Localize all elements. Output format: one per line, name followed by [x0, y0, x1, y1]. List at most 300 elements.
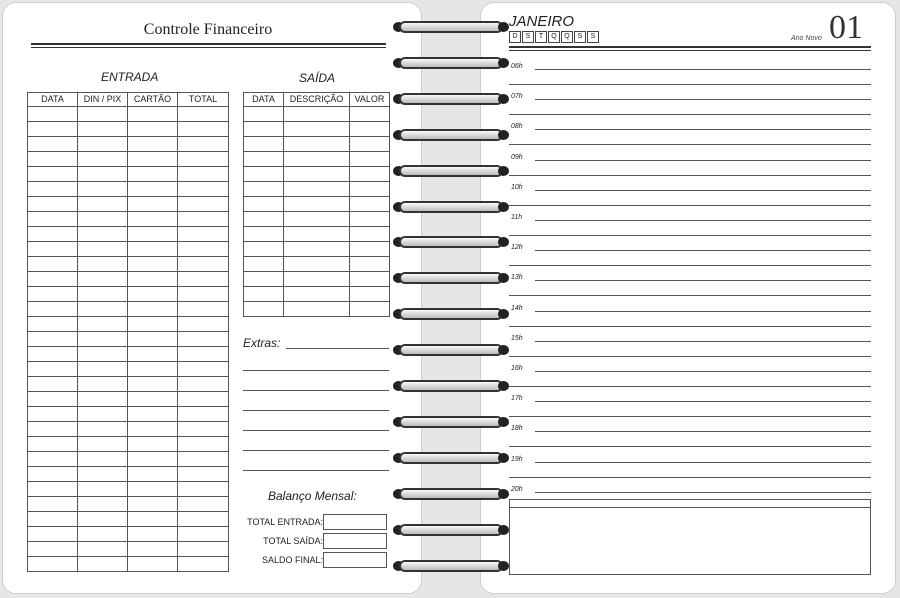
saida-cell[interactable]	[284, 197, 350, 212]
entrada-cell[interactable]	[128, 362, 178, 377]
coil-wire	[399, 165, 503, 177]
hour-line[interactable]	[535, 280, 871, 281]
coil-wire	[399, 308, 503, 320]
total-saida-label: TOTAL SAÍDA:	[263, 536, 323, 546]
entrada-cell[interactable]	[178, 482, 229, 497]
total-entrada-box[interactable]	[323, 514, 387, 530]
extras-line[interactable]	[243, 470, 389, 471]
coil-wire	[399, 201, 503, 213]
entrada-cell[interactable]	[78, 287, 128, 302]
half-hour-line[interactable]	[509, 416, 871, 417]
extras-line[interactable]	[243, 370, 389, 371]
weekday-box[interactable]: D	[509, 31, 521, 43]
spiral-coil	[393, 234, 509, 250]
entrada-cell[interactable]	[178, 257, 229, 272]
entrada-cell[interactable]	[128, 527, 178, 542]
entrada-cell[interactable]	[128, 107, 178, 122]
saida-cell[interactable]	[350, 272, 390, 287]
saida-cell[interactable]	[350, 287, 390, 302]
saida-cell[interactable]	[244, 302, 284, 317]
entrada-cell[interactable]	[28, 107, 78, 122]
entrada-row	[28, 302, 229, 317]
spiral-coil	[393, 414, 509, 430]
coil-wire	[399, 344, 503, 356]
coil-wire	[399, 452, 503, 464]
entrada-cell[interactable]	[78, 167, 128, 182]
entrada-cell[interactable]	[178, 197, 229, 212]
saida-cell[interactable]	[284, 182, 350, 197]
entrada-cell[interactable]	[178, 122, 229, 137]
binding-hole	[498, 345, 509, 355]
entrada-cell[interactable]	[78, 452, 128, 467]
entrada-row	[28, 152, 229, 167]
saida-cell[interactable]	[244, 137, 284, 152]
saida-cell[interactable]	[244, 182, 284, 197]
entrada-cell[interactable]	[28, 332, 78, 347]
entrada-cell[interactable]	[178, 557, 229, 572]
entrada-cell[interactable]	[178, 437, 229, 452]
entrada-cell[interactable]	[178, 137, 229, 152]
hour-line[interactable]	[535, 311, 871, 312]
entrada-cell[interactable]	[128, 542, 178, 557]
entrada-cell[interactable]	[78, 512, 128, 527]
entrada-cell[interactable]	[178, 167, 229, 182]
entrada-cell[interactable]	[28, 527, 78, 542]
saida-cell[interactable]	[350, 182, 390, 197]
saida-cell[interactable]	[350, 227, 390, 242]
entrada-row	[28, 107, 229, 122]
extras-line[interactable]	[243, 410, 389, 411]
half-hour-line[interactable]	[509, 144, 871, 145]
entrada-cell[interactable]	[78, 332, 128, 347]
hour-label: 08h	[511, 123, 523, 131]
entrada-cell[interactable]	[178, 452, 229, 467]
entrada-cell[interactable]	[78, 362, 128, 377]
spiral-coil	[393, 199, 509, 215]
entrada-cell[interactable]	[78, 347, 128, 362]
extras-line[interactable]	[243, 390, 389, 391]
entrada-row	[28, 257, 229, 272]
entrada-cell[interactable]	[28, 437, 78, 452]
hour-line[interactable]	[535, 160, 871, 161]
title-rule	[31, 43, 386, 45]
entrada-cell[interactable]	[78, 437, 128, 452]
entrada-cell[interactable]	[78, 197, 128, 212]
entrada-cell[interactable]	[128, 212, 178, 227]
spiral-coil	[393, 450, 509, 466]
binding-hole	[498, 417, 509, 427]
binding-hole	[498, 94, 509, 104]
entrada-cell[interactable]	[28, 347, 78, 362]
entrada-cell[interactable]	[128, 467, 178, 482]
half-hour-line[interactable]	[509, 446, 871, 447]
entrada-cell[interactable]	[78, 317, 128, 332]
entrada-row	[28, 437, 229, 452]
extras-line[interactable]	[243, 450, 389, 451]
weekday-box[interactable]: Q	[561, 31, 573, 43]
entrada-cell[interactable]	[28, 227, 78, 242]
entrada-cell[interactable]	[128, 512, 178, 527]
entrada-cell[interactable]	[78, 182, 128, 197]
hour-line[interactable]	[535, 371, 871, 372]
entrada-cell[interactable]	[128, 347, 178, 362]
entrada-cell[interactable]	[78, 527, 128, 542]
entrada-cell[interactable]	[178, 107, 229, 122]
entrada-cell[interactable]	[78, 557, 128, 572]
entrada-cell[interactable]	[28, 182, 78, 197]
entrada-row	[28, 392, 229, 407]
saida-row	[244, 167, 390, 182]
hour-line[interactable]	[535, 190, 871, 191]
entrada-cell[interactable]	[28, 302, 78, 317]
saida-cell[interactable]	[284, 137, 350, 152]
header-rule	[509, 46, 871, 48]
entrada-cell[interactable]	[28, 317, 78, 332]
entrada-cell[interactable]	[78, 542, 128, 557]
saida-row	[244, 287, 390, 302]
saida-cell[interactable]	[350, 197, 390, 212]
saida-cell[interactable]	[284, 212, 350, 227]
spiral-coil	[393, 558, 509, 574]
entrada-cell[interactable]	[128, 392, 178, 407]
entrada-cell[interactable]	[28, 167, 78, 182]
entrada-cell[interactable]	[28, 287, 78, 302]
saida-cell[interactable]	[350, 122, 390, 137]
saida-cell[interactable]	[284, 242, 350, 257]
saida-cell[interactable]	[244, 122, 284, 137]
entrada-row	[28, 197, 229, 212]
extras-line[interactable]	[243, 430, 389, 431]
saldo-final-box[interactable]	[323, 552, 387, 568]
weekday-box[interactable]: Q	[548, 31, 560, 43]
hour-label: 18h	[511, 425, 523, 433]
entrada-cell[interactable]	[128, 422, 178, 437]
weekday-box[interactable]: S	[587, 31, 599, 43]
entrada-cell[interactable]	[78, 422, 128, 437]
binding-hole	[498, 381, 509, 391]
saida-row	[244, 107, 390, 122]
entrada-cell[interactable]	[28, 467, 78, 482]
entrada-row	[28, 407, 229, 422]
entrada-cell[interactable]	[178, 317, 229, 332]
saida-cell[interactable]	[244, 257, 284, 272]
hour-line[interactable]	[535, 220, 871, 221]
hour-line[interactable]	[535, 99, 871, 100]
entrada-cell[interactable]	[28, 362, 78, 377]
entrada-cell[interactable]	[128, 137, 178, 152]
entrada-row	[28, 317, 229, 332]
entrada-cell[interactable]	[78, 152, 128, 167]
entrada-cell[interactable]	[128, 227, 178, 242]
saida-cell[interactable]	[284, 122, 350, 137]
entrada-cell[interactable]	[28, 512, 78, 527]
notes-box[interactable]	[509, 499, 871, 575]
balanco-title: Balanço Mensal:	[268, 489, 357, 503]
entrada-cell[interactable]	[128, 182, 178, 197]
saida-cell[interactable]	[244, 167, 284, 182]
entrada-cell[interactable]	[128, 497, 178, 512]
saida-cell[interactable]	[244, 272, 284, 287]
entrada-cell[interactable]	[128, 557, 178, 572]
spiral-coil	[393, 306, 509, 322]
entrada-cell[interactable]	[28, 272, 78, 287]
entrada-cell[interactable]	[78, 377, 128, 392]
entrada-cell[interactable]	[78, 227, 128, 242]
entrada-cell[interactable]	[78, 497, 128, 512]
entrada-cell[interactable]	[78, 257, 128, 272]
saida-cell[interactable]	[284, 272, 350, 287]
spiral-coil	[393, 342, 509, 358]
entrada-cell[interactable]	[28, 137, 78, 152]
saida-cell[interactable]	[284, 257, 350, 272]
entrada-cell[interactable]	[78, 302, 128, 317]
spiral-coil	[393, 91, 509, 107]
saida-row	[244, 302, 390, 317]
saida-cell[interactable]	[350, 152, 390, 167]
entrada-cell[interactable]	[78, 482, 128, 497]
saida-row	[244, 257, 390, 272]
entrada-cell[interactable]	[128, 197, 178, 212]
saida-cell[interactable]	[350, 242, 390, 257]
entrada-cell[interactable]	[178, 422, 229, 437]
month-title: JANEIRO	[509, 13, 575, 30]
binding-hole	[498, 489, 509, 499]
weekday-box[interactable]: T	[535, 31, 547, 43]
entrada-cell[interactable]	[128, 317, 178, 332]
saida-cell[interactable]	[350, 302, 390, 317]
entrada-cell[interactable]	[178, 212, 229, 227]
saida-row	[244, 242, 390, 257]
spiral-coil	[393, 486, 509, 502]
entrada-cell[interactable]	[178, 377, 229, 392]
saida-cell[interactable]	[284, 227, 350, 242]
entrada-cell[interactable]	[178, 227, 229, 242]
entrada-cell[interactable]	[128, 377, 178, 392]
half-hour-line[interactable]	[509, 175, 871, 176]
hour-label: 12h	[511, 244, 523, 252]
entrada-cell[interactable]	[28, 242, 78, 257]
hour-line[interactable]	[535, 401, 871, 402]
entrada-cell[interactable]	[128, 272, 178, 287]
saida-row	[244, 227, 390, 242]
entrada-cell[interactable]	[28, 482, 78, 497]
entrada-cell[interactable]	[78, 212, 128, 227]
total-entrada-label: TOTAL ENTRADA:	[247, 517, 323, 527]
binding-hole	[498, 202, 509, 212]
entrada-cell[interactable]	[28, 452, 78, 467]
saida-cell[interactable]	[350, 107, 390, 122]
spiral-coil	[393, 270, 509, 286]
binding-hole	[498, 525, 509, 535]
entrada-cell[interactable]	[28, 257, 78, 272]
entrada-cell[interactable]	[178, 362, 229, 377]
entrada-cell[interactable]	[78, 407, 128, 422]
binding-hole	[498, 130, 509, 140]
weekday-box[interactable]: S	[522, 31, 534, 43]
saida-cell[interactable]	[350, 137, 390, 152]
saida-cell[interactable]	[244, 152, 284, 167]
saida-cell[interactable]	[350, 212, 390, 227]
half-hour-line[interactable]	[509, 235, 871, 236]
extras-line	[286, 348, 389, 349]
entrada-row	[28, 512, 229, 527]
half-hour-line[interactable]	[509, 477, 871, 478]
entrada-cell[interactable]	[28, 152, 78, 167]
entrada-row	[28, 212, 229, 227]
entrada-cell[interactable]	[178, 182, 229, 197]
coil-wire	[399, 129, 503, 141]
saida-cell[interactable]	[350, 257, 390, 272]
entrada-cell[interactable]	[178, 347, 229, 362]
entrada-cell[interactable]	[178, 272, 229, 287]
entrada-cell[interactable]	[28, 542, 78, 557]
entrada-row	[28, 167, 229, 182]
hour-line[interactable]	[535, 492, 871, 493]
day-number: 01	[829, 9, 863, 46]
saida-cell[interactable]	[244, 107, 284, 122]
half-hour-line[interactable]	[509, 356, 871, 357]
entrada-cell[interactable]	[128, 332, 178, 347]
entrada-cell[interactable]	[128, 302, 178, 317]
entrada-cell[interactable]	[28, 392, 78, 407]
half-hour-line[interactable]	[509, 326, 871, 327]
hour-line[interactable]	[535, 250, 871, 251]
header-rule-thin	[509, 50, 871, 51]
spiral-coil	[393, 522, 509, 538]
entrada-cell[interactable]	[178, 512, 229, 527]
entrada-row	[28, 242, 229, 257]
saida-cell[interactable]	[284, 287, 350, 302]
hour-label: 09h	[511, 153, 523, 161]
hour-label: 14h	[511, 304, 523, 312]
entrada-cell[interactable]	[128, 257, 178, 272]
hour-line[interactable]	[535, 129, 871, 130]
hour-line[interactable]	[535, 341, 871, 342]
entrada-row	[28, 527, 229, 542]
saida-cell[interactable]	[284, 107, 350, 122]
saida-col-descricao: DESCRIÇÃO	[284, 93, 350, 107]
entrada-cell[interactable]	[28, 122, 78, 137]
binding-hole	[498, 561, 509, 571]
coil-wire	[399, 524, 503, 536]
total-saida-box[interactable]	[323, 533, 387, 549]
entrada-cell[interactable]	[28, 377, 78, 392]
saida-cell[interactable]	[284, 167, 350, 182]
extras-label: Extras:	[243, 336, 281, 350]
entrada-row	[28, 422, 229, 437]
entrada-title: ENTRADA	[101, 70, 159, 84]
entrada-cell[interactable]	[78, 392, 128, 407]
entrada-cell[interactable]	[178, 542, 229, 557]
entrada-cell[interactable]	[28, 407, 78, 422]
title-rule-thin	[31, 47, 386, 48]
saida-cell[interactable]	[284, 302, 350, 317]
coil-wire	[399, 272, 503, 284]
entrada-cell[interactable]	[78, 467, 128, 482]
entrada-cell[interactable]	[128, 407, 178, 422]
entrada-cell[interactable]	[28, 422, 78, 437]
half-hour-line[interactable]	[509, 205, 871, 206]
half-hour-line[interactable]	[509, 386, 871, 387]
hour-line[interactable]	[535, 69, 871, 70]
binding-hole	[498, 237, 509, 247]
entrada-cell[interactable]	[178, 467, 229, 482]
entrada-cell[interactable]	[28, 197, 78, 212]
left-page	[2, 2, 422, 594]
entrada-cell[interactable]	[78, 242, 128, 257]
entrada-cell[interactable]	[28, 557, 78, 572]
coil-wire	[399, 93, 503, 105]
entrada-cell[interactable]	[178, 332, 229, 347]
saida-cell[interactable]	[350, 167, 390, 182]
binding-hole	[498, 273, 509, 283]
page-title: Controle Financeiro	[143, 21, 273, 38]
entrada-cell[interactable]	[28, 212, 78, 227]
saida-cell[interactable]	[244, 242, 284, 257]
saida-cell[interactable]	[244, 287, 284, 302]
entrada-row	[28, 467, 229, 482]
entrada-col-data: DATA	[28, 93, 78, 107]
saida-cell[interactable]	[244, 212, 284, 227]
entrada-cell[interactable]	[128, 452, 178, 467]
saida-cell[interactable]	[244, 227, 284, 242]
entrada-row	[28, 287, 229, 302]
saida-row	[244, 272, 390, 287]
entrada-cell[interactable]	[178, 287, 229, 302]
entrada-cell[interactable]	[178, 242, 229, 257]
entrada-row	[28, 497, 229, 512]
entrada-cell[interactable]	[128, 242, 178, 257]
half-hour-line[interactable]	[509, 265, 871, 266]
entrada-cell[interactable]	[128, 122, 178, 137]
saida-title: SAÍDA	[299, 71, 336, 85]
hour-line[interactable]	[535, 431, 871, 432]
entrada-cell[interactable]	[128, 167, 178, 182]
entrada-cell[interactable]	[78, 107, 128, 122]
entrada-cell[interactable]	[178, 407, 229, 422]
entrada-cell[interactable]	[178, 392, 229, 407]
entrada-row	[28, 542, 229, 557]
hour-label: 17h	[511, 395, 523, 403]
entrada-row	[28, 482, 229, 497]
weekday-box[interactable]: S	[574, 31, 586, 43]
saida-row	[244, 197, 390, 212]
half-hour-line[interactable]	[509, 295, 871, 296]
saida-row	[244, 122, 390, 137]
entrada-cell[interactable]	[178, 152, 229, 167]
hour-line[interactable]	[535, 462, 871, 463]
entrada-row	[28, 182, 229, 197]
entrada-cell[interactable]	[78, 272, 128, 287]
half-hour-line[interactable]	[509, 114, 871, 115]
spiral-coil	[393, 19, 509, 35]
saida-cell[interactable]	[284, 152, 350, 167]
entrada-cell[interactable]	[178, 527, 229, 542]
saida-cell[interactable]	[244, 197, 284, 212]
entrada-cell[interactable]	[128, 437, 178, 452]
entrada-row	[28, 272, 229, 287]
right-page	[480, 2, 896, 594]
entrada-cell[interactable]	[78, 122, 128, 137]
entrada-cell[interactable]	[128, 152, 178, 167]
entrada-cell[interactable]	[128, 482, 178, 497]
entrada-cell[interactable]	[178, 302, 229, 317]
entrada-cell[interactable]	[78, 137, 128, 152]
entrada-cell[interactable]	[128, 287, 178, 302]
half-hour-line[interactable]	[509, 84, 871, 85]
entrada-cell[interactable]	[178, 497, 229, 512]
entrada-cell[interactable]	[28, 497, 78, 512]
